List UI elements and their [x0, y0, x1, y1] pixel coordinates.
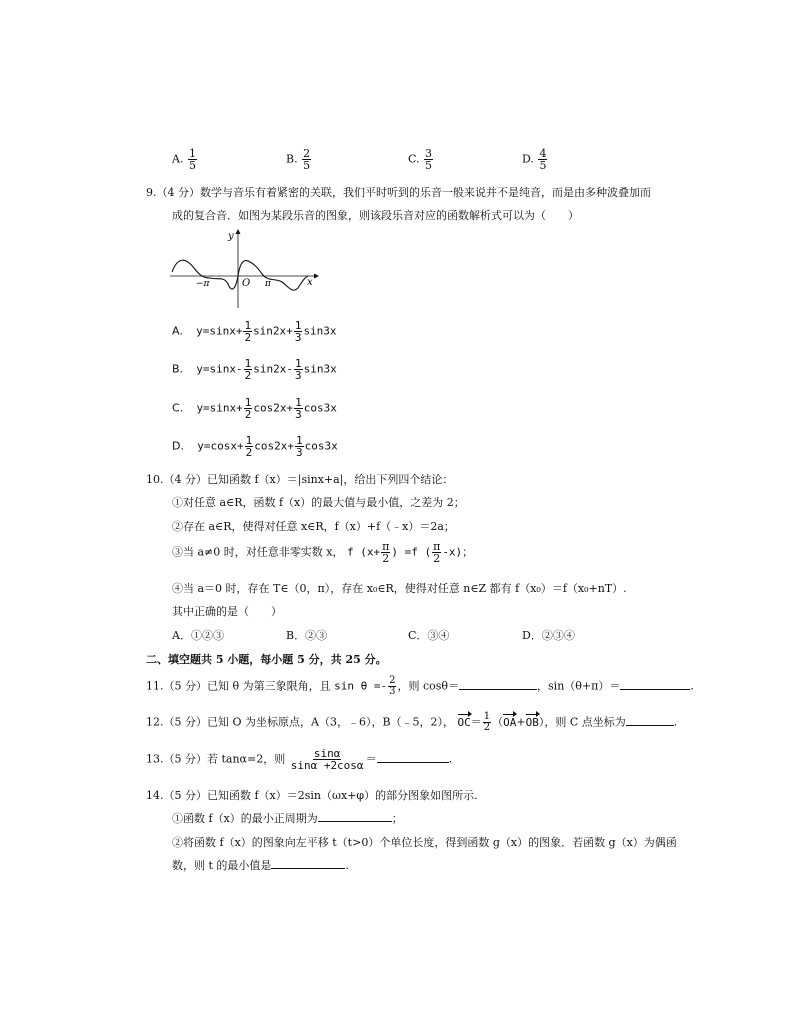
fraction — [483, 712, 491, 733]
fraction — [188, 148, 197, 171]
q9-option-d — [172, 435, 338, 458]
q12 — [146, 712, 677, 733]
expr: sin θ =- — [334, 679, 388, 693]
denominator: 2 — [382, 552, 390, 565]
q10-prompt: 其中正确的是（ ） — [172, 605, 282, 618]
q8-option-b — [286, 148, 312, 171]
fraction — [243, 320, 252, 343]
vector-oc: OC — [458, 713, 471, 729]
question-text: 12.（5 分）已知 O 为坐标原点，A（3，﹣6），B（﹣5，2）， — [146, 715, 455, 729]
q10-statement-3 — [172, 541, 473, 564]
numerator: sinα — [313, 747, 341, 760]
denominator: 2 — [244, 331, 252, 344]
q11 — [146, 676, 694, 697]
question-text: ，则 cosθ＝ — [397, 679, 460, 693]
numerator: 1 — [295, 357, 302, 370]
fraction — [244, 358, 253, 381]
fraction — [244, 397, 253, 420]
numerator: 1 — [245, 434, 253, 447]
expr: -x)； — [442, 545, 474, 559]
question-text: . — [690, 679, 694, 693]
denominator: 5 — [188, 159, 196, 172]
numerator: 2 — [389, 675, 396, 686]
q14-stem: 14.（5 分）已知函数 f（x）＝2sin（ωx+φ）的部分图象如图所示. — [146, 789, 478, 802]
option-label: C. — [172, 401, 184, 415]
numerator: π — [433, 540, 441, 553]
expr: ) =f ( — [391, 545, 432, 559]
option-label: A. — [172, 152, 184, 166]
q9-stem-line2: 成的复合音．如图为某段乐音的图象，则该段乐音对应的函数解析式可以为（ ） — [172, 209, 579, 222]
q9-stem-line1: 9.（4 分）数学与音乐有着紧密的关联，我们平时听到的乐音一般来说并不是纯音，而是由多种波叠加而 — [146, 186, 651, 199]
denominator: 5 — [303, 159, 311, 172]
term: cos3x — [303, 401, 337, 415]
fraction — [290, 748, 365, 771]
wave-curve — [172, 260, 308, 290]
question-text: . — [673, 715, 678, 729]
q9-waveform-graph — [168, 228, 320, 310]
q10-option-c: C．③④ — [408, 629, 450, 642]
section-2-heading: 二、填空题共 5 小题，每小题 5 分，共 25 分。 — [146, 653, 387, 666]
q9-option-a — [172, 320, 337, 343]
y-axis-arrow-icon — [236, 229, 241, 234]
q10-statement-1: ①对任意 a∈R，函数 f（x）的最大值与最小值，之差为 2； — [172, 496, 465, 509]
vector-oa: OA — [503, 713, 516, 729]
q14-part-2-line2 — [172, 857, 349, 873]
term: y=sinx+ — [196, 401, 243, 415]
question-text: ； — [391, 812, 403, 825]
term: cos3x — [304, 439, 338, 453]
answer-blank[interactable] — [271, 858, 345, 869]
x-axis-arrow-icon — [314, 274, 319, 279]
numerator: 1 — [294, 319, 302, 332]
term: y=sinx- — [196, 362, 243, 376]
denominator: 5 — [539, 159, 547, 172]
x-axis-label: x — [307, 277, 313, 288]
numerator: 1 — [295, 396, 302, 409]
term: y=sinx+ — [196, 324, 243, 338]
option-label: D. — [522, 152, 534, 166]
numerator: 1 — [295, 434, 303, 447]
q10-statement-2: ②存在 a∈R，使得对任意 x∈R，f（x）+f（﹣x）＝2a； — [172, 520, 455, 533]
fraction — [245, 435, 254, 458]
question-text: 11.（5 分）已知 θ 为第三象限角，且 — [146, 679, 331, 693]
numerator: 4 — [539, 147, 547, 160]
term: cos2x+ — [253, 401, 294, 415]
term: y=cosx+ — [197, 439, 244, 453]
denominator: 3 — [295, 408, 302, 421]
option-label: C. — [408, 152, 420, 166]
answer-blank[interactable] — [377, 752, 449, 763]
option-label: D. — [172, 439, 184, 453]
fraction — [294, 320, 303, 343]
denominator: 3 — [294, 331, 302, 344]
question-text: 13.（5 分）若 tanα=2，则 — [146, 752, 286, 766]
denominator: 5 — [425, 159, 433, 172]
term: sin3x — [303, 362, 337, 376]
question-text: 数，则 t 的最小值是 — [172, 859, 272, 872]
fraction — [424, 148, 433, 171]
answer-blank[interactable] — [626, 715, 674, 726]
numerator: 1 — [188, 147, 196, 160]
denominator: 2 — [483, 722, 491, 733]
numerator: 1 — [244, 319, 252, 332]
question-text: . — [448, 752, 453, 766]
numerator: 2 — [303, 147, 311, 160]
term: sin2x+ — [253, 324, 293, 338]
fraction — [381, 541, 390, 564]
denominator: sinα +2cosα — [290, 759, 364, 772]
symbol: （ — [492, 715, 504, 729]
fraction — [294, 358, 303, 381]
denominator: 2 — [244, 408, 252, 421]
fraction — [538, 148, 547, 171]
q10-option-d: D．②③④ — [522, 629, 575, 642]
q8-option-a — [172, 148, 198, 171]
option-label: A. — [172, 324, 183, 338]
question-text: ，sin（θ+π）＝ — [537, 679, 621, 693]
q10-stem: 10.（4 分）已知函数 f（x）＝|sinx+a|，给出下列四个结论： — [146, 473, 454, 486]
numerator: π — [382, 540, 390, 553]
denominator: 3 — [295, 369, 302, 382]
question-text: ①函数 f（x）的最小正周期为 — [172, 812, 318, 825]
fraction — [432, 541, 441, 564]
numerator: 3 — [425, 147, 433, 160]
answer-blank[interactable] — [620, 679, 690, 690]
question-text: ，则 C 点坐标为 — [544, 715, 626, 729]
vector-ob: OB — [526, 713, 539, 729]
symbol: ） — [538, 715, 545, 729]
numerator: 1 — [244, 357, 252, 370]
fraction — [295, 435, 304, 458]
fraction — [294, 397, 303, 420]
neg-pi-label: −π — [196, 279, 210, 289]
q10-statement-4: ④当 a＝0 时，存在 T∈（0，π），存在 x₀∈R，使得对任意 n∈Z 都有 f（x₀）＝f（x₀+nT）. — [172, 582, 627, 595]
symbol: ＝ — [365, 752, 377, 766]
option-label: B. — [172, 362, 184, 376]
symbol: + — [516, 715, 526, 729]
answer-blank[interactable] — [459, 679, 537, 690]
answer-blank[interactable] — [318, 811, 392, 822]
denominator: 2 — [433, 552, 441, 565]
denominator: 3 — [295, 446, 303, 459]
q9-option-c — [172, 397, 337, 420]
numerator: 1 — [483, 711, 491, 722]
option-label: B. — [286, 152, 298, 166]
term: sin2x- — [253, 362, 294, 376]
question-text: . — [345, 859, 349, 872]
fraction — [302, 148, 311, 171]
q13 — [146, 748, 452, 771]
statement-text: ③当 a≠0 时，对任意非零实数 x， — [172, 545, 344, 559]
term: sin3x — [303, 324, 337, 338]
expr: f (x+ — [346, 545, 381, 559]
y-axis-label: y — [228, 231, 234, 242]
denominator: 3 — [389, 686, 396, 697]
term: cos2x+ — [254, 439, 294, 453]
q9-option-b — [172, 358, 337, 381]
q8-option-d — [522, 148, 548, 171]
pi-label: π — [265, 279, 271, 289]
q14-part-1 — [172, 810, 403, 826]
q10-option-b: B．②③ — [286, 629, 328, 642]
q10-option-a: A．①②③ — [172, 629, 224, 642]
q8-option-c — [408, 148, 434, 171]
numerator: 1 — [244, 396, 252, 409]
denominator: 2 — [245, 446, 253, 459]
q14-part-2-line1: ②将函数 f（x）的图象向左平移 t（t>0）个单位长度，得到函数 g（x）的图象．若函数 g（x）为偶函 — [172, 836, 677, 849]
fraction — [388, 676, 396, 697]
symbol: ＝ — [470, 715, 482, 729]
denominator: 2 — [244, 369, 252, 382]
origin-label: O — [242, 278, 251, 289]
